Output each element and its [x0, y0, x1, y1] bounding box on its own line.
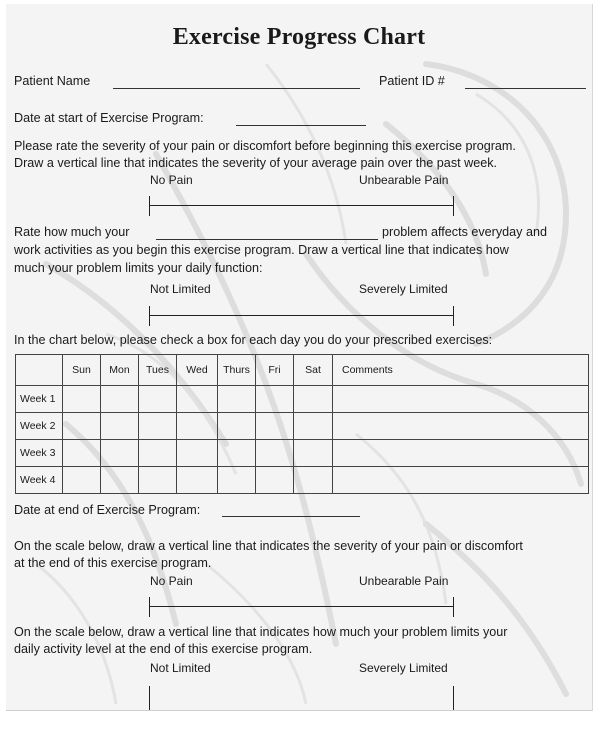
day-checkbox[interactable]	[256, 467, 294, 494]
day-checkbox[interactable]	[256, 440, 294, 467]
function-intro-line2: work activities as you begin this exercise program. Draw a vertical line that indicates how	[14, 243, 509, 257]
scale2-line	[150, 315, 454, 316]
problem-field[interactable]	[156, 239, 378, 240]
comments-cell[interactable]	[333, 467, 589, 494]
function-intro-line1a: Rate how much your	[14, 225, 130, 239]
day-checkbox[interactable]	[63, 413, 101, 440]
function-intro-line1b: problem affects everyday and	[382, 225, 547, 239]
table-header-row	[16, 355, 589, 386]
scale2-right-tick	[453, 306, 454, 326]
exercise-form-page	[6, 4, 593, 711]
table-row	[16, 386, 589, 413]
day-checkbox[interactable]	[101, 440, 139, 467]
day-checkbox[interactable]	[139, 413, 177, 440]
day-checkbox[interactable]	[177, 467, 218, 494]
row-label-week1: Week 1	[16, 386, 63, 413]
day-checkbox[interactable]	[218, 413, 256, 440]
scale3-left-label: No Pain	[150, 574, 193, 588]
end-date-label: Date at end of Exercise Program:	[14, 503, 201, 517]
col-header-comments: Comments	[333, 355, 589, 386]
day-checkbox[interactable]	[294, 413, 333, 440]
row-label-week4: Week 4	[16, 467, 63, 494]
scale3-right-label: Unbearable Pain	[359, 574, 449, 588]
day-checkbox[interactable]	[294, 440, 333, 467]
col-header-sun: Sun	[63, 355, 101, 386]
end-function-intro-line2: daily activity level at the end of this exercise program.	[14, 642, 313, 656]
day-checkbox[interactable]	[294, 386, 333, 413]
scale2-left-tick	[149, 306, 150, 326]
scale2-left-label: Not Limited	[150, 282, 211, 296]
start-date-label: Date at start of Exercise Program:	[14, 111, 204, 125]
comments-cell[interactable]	[333, 413, 589, 440]
day-checkbox[interactable]	[139, 467, 177, 494]
table-row	[16, 467, 589, 494]
pain-intro-line1: Please rate the severity of your pain or discomfort before beginning this exercise program.	[14, 139, 516, 153]
col-header-fri: Fri	[256, 355, 294, 386]
scale2-right-label: Severely Limited	[359, 282, 448, 296]
patient-name-field[interactable]	[113, 88, 360, 89]
day-checkbox[interactable]	[63, 467, 101, 494]
day-checkbox[interactable]	[177, 386, 218, 413]
end-function-intro-line1: On the scale below, draw a vertical line that indicates how much your problem limits your	[14, 625, 508, 639]
start-date-field[interactable]	[236, 125, 366, 126]
day-checkbox[interactable]	[101, 386, 139, 413]
exercise-checklist-table	[15, 354, 589, 494]
pain-intro-line2: Draw a vertical line that indicates the severity of your average pain over the past week.	[14, 156, 498, 170]
function-intro-line3: much your problem limits your daily function:	[14, 261, 263, 275]
scale4-left-label: Not Limited	[150, 661, 211, 675]
patient-id-label: Patient ID #	[379, 74, 445, 88]
col-header-sat: Sat	[294, 355, 333, 386]
table-row	[16, 413, 589, 440]
scale1-line	[150, 205, 454, 206]
day-checkbox[interactable]	[218, 440, 256, 467]
scale1-left-tick	[149, 196, 150, 216]
day-checkbox[interactable]	[218, 467, 256, 494]
day-checkbox[interactable]	[177, 440, 218, 467]
scale1-right-label: Unbearable Pain	[359, 173, 449, 187]
day-checkbox[interactable]	[63, 440, 101, 467]
table-row	[16, 440, 589, 467]
patient-id-field[interactable]	[465, 88, 586, 89]
scale4-right-tick	[453, 686, 454, 710]
comments-cell[interactable]	[333, 440, 589, 467]
day-checkbox[interactable]	[139, 386, 177, 413]
scale1-right-tick	[453, 196, 454, 216]
end-pain-intro-line1: On the scale below, draw a vertical line that indicates the severity of your pain or discomfort	[14, 539, 523, 553]
day-checkbox[interactable]	[177, 413, 218, 440]
scale4-left-tick	[149, 686, 150, 710]
day-checkbox[interactable]	[256, 413, 294, 440]
scale4-right-label: Severely Limited	[359, 661, 448, 675]
page-title: Exercise Progress Chart	[172, 24, 426, 50]
day-checkbox[interactable]	[256, 386, 294, 413]
end-date-field[interactable]	[222, 516, 360, 517]
chart-intro: In the chart below, please check a box for each day you do your prescribed exercises:	[14, 333, 493, 347]
col-header-wed: Wed	[177, 355, 218, 386]
day-checkbox[interactable]	[218, 386, 256, 413]
day-checkbox[interactable]	[294, 467, 333, 494]
day-checkbox[interactable]	[101, 467, 139, 494]
col-header-tues: Tues	[139, 355, 177, 386]
day-checkbox[interactable]	[63, 386, 101, 413]
row-label-week2: Week 2	[16, 413, 63, 440]
scale3-left-tick	[149, 597, 150, 617]
scale1-left-label: No Pain	[150, 173, 193, 187]
scale3-right-tick	[453, 597, 454, 617]
scale3-line	[150, 606, 454, 607]
end-pain-intro-line2: at the end of this exercise program.	[14, 556, 212, 570]
row-label-week3: Week 3	[16, 440, 63, 467]
day-checkbox[interactable]	[101, 413, 139, 440]
col-header-thurs: Thurs	[218, 355, 256, 386]
day-checkbox[interactable]	[139, 440, 177, 467]
col-header-mon: Mon	[101, 355, 139, 386]
patient-name-label: Patient Name	[14, 74, 91, 88]
corner-cell	[16, 355, 63, 386]
comments-cell[interactable]	[333, 386, 589, 413]
